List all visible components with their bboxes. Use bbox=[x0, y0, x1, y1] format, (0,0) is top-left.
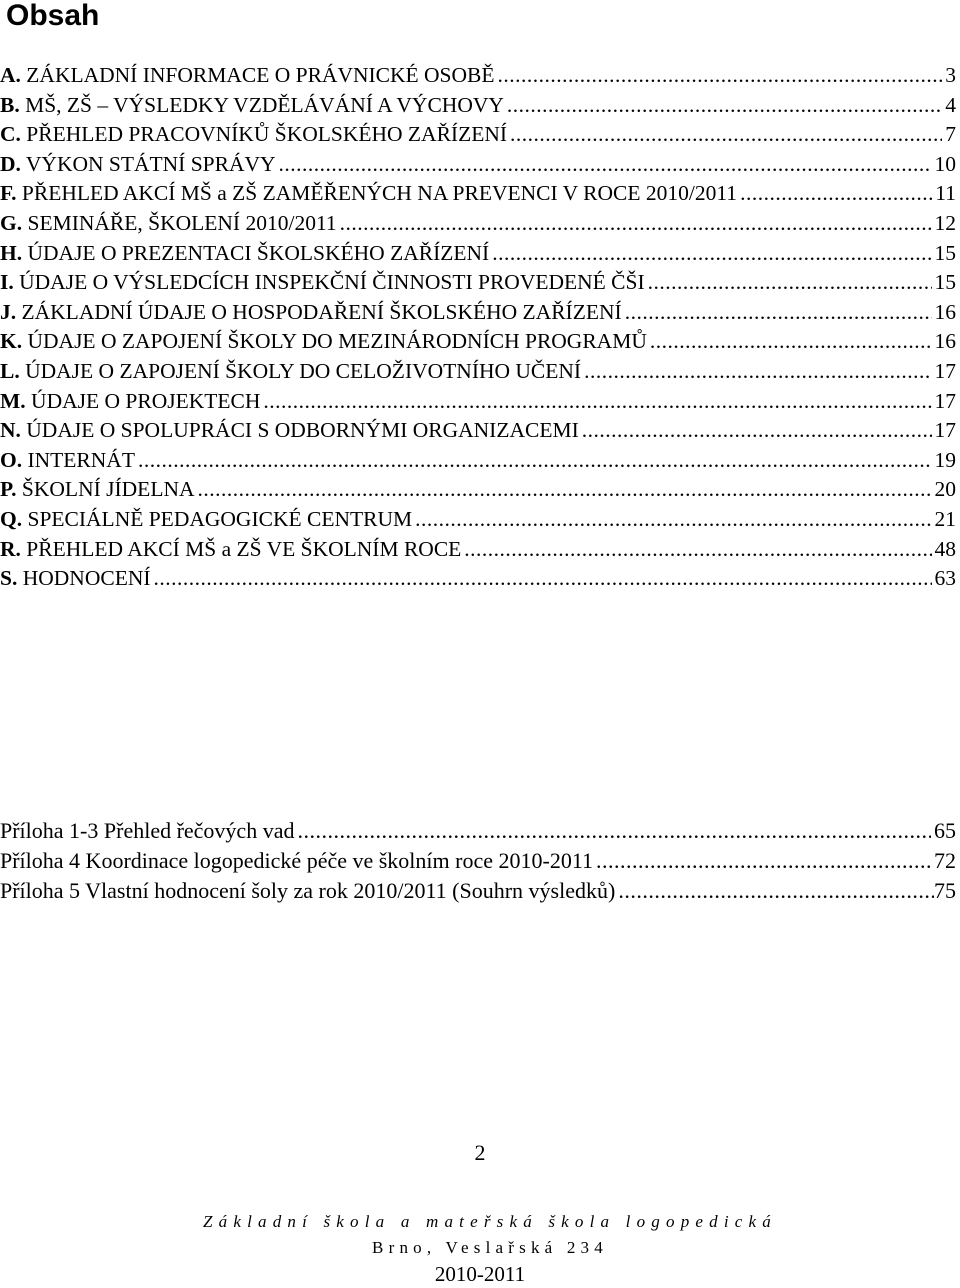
toc-entry-j[interactable] bbox=[0, 298, 956, 328]
toc-entry-title: ÚDAJE O PREZENTACI ŠKOLSKÉHO ZAŘÍZENÍ bbox=[22, 240, 490, 265]
toc-entry-title: ÚDAJE O SPOLUPRÁCI S ODBORNÝMI ORGANIZACEMI bbox=[20, 418, 579, 443]
appendix-list bbox=[0, 816, 956, 906]
toc-entry-letter: F. bbox=[0, 181, 17, 206]
dot-leader bbox=[625, 298, 932, 328]
appendix-title: Příloha 5 Vlastní hodnocení šoly za rok 2010/2011 (Souhrn výsledků) bbox=[0, 878, 616, 903]
footer-address: Brno, Veslařská 234 bbox=[372, 1238, 608, 1257]
dot-leader bbox=[138, 446, 932, 476]
toc-entry-letter: I. bbox=[0, 270, 14, 295]
toc-entry-letter: O. bbox=[0, 447, 23, 472]
toc-entry-page: 21 bbox=[934, 506, 956, 531]
dot-leader bbox=[648, 268, 932, 298]
dot-leader bbox=[507, 91, 942, 121]
dot-leader bbox=[340, 209, 932, 239]
toc-entry-letter: S. bbox=[0, 566, 18, 591]
dot-leader bbox=[154, 564, 932, 594]
appendix-entry-3[interactable] bbox=[0, 876, 956, 906]
toc-entry-page: 16 bbox=[934, 329, 956, 354]
toc-entry-page: 15 bbox=[934, 270, 956, 295]
toc-entry-letter: L. bbox=[0, 358, 20, 383]
dot-leader bbox=[582, 416, 932, 446]
table-of-contents bbox=[0, 61, 956, 594]
toc-entry-letter: N. bbox=[0, 418, 21, 443]
toc-entry-q[interactable] bbox=[0, 505, 956, 535]
dot-leader bbox=[650, 327, 932, 357]
toc-entry-letter: R. bbox=[0, 536, 21, 561]
toc-entry-b[interactable] bbox=[0, 91, 956, 121]
toc-entry-d[interactable] bbox=[0, 150, 956, 180]
page-number: 2 bbox=[474, 1140, 486, 1165]
toc-entry-o[interactable] bbox=[0, 446, 956, 476]
appendix-page: 72 bbox=[934, 848, 956, 873]
toc-entry-title: ÚDAJE O PROJEKTECH bbox=[25, 388, 261, 413]
toc-entry-title: HODNOCENÍ bbox=[17, 566, 151, 591]
toc-entry-letter: M. bbox=[0, 388, 26, 413]
toc-entry-page: 3 bbox=[945, 63, 956, 87]
dot-leader bbox=[492, 239, 931, 269]
toc-entry-page: 19 bbox=[934, 447, 956, 472]
dot-leader bbox=[297, 816, 931, 846]
toc-entry-letter: A. bbox=[0, 63, 21, 87]
toc-entry-letter: G. bbox=[0, 210, 23, 235]
toc-entry-k[interactable] bbox=[0, 327, 956, 357]
toc-entry-letter: H. bbox=[0, 240, 23, 265]
toc-entry-letter: J. bbox=[0, 299, 17, 324]
toc-entry-page: 17 bbox=[934, 388, 956, 413]
toc-entry-page: 17 bbox=[934, 418, 956, 443]
toc-entry-title: ÚDAJE O ZAPOJENÍ ŠKOLY DO CELOŽIVOTNÍHO UČENÍ bbox=[19, 358, 582, 383]
toc-entry-title: INTERNÁT bbox=[22, 447, 135, 472]
toc-entry-l[interactable] bbox=[0, 357, 956, 387]
dot-leader bbox=[415, 505, 931, 535]
toc-entry-page: 7 bbox=[945, 122, 956, 147]
dot-leader bbox=[740, 179, 932, 209]
toc-entry-i[interactable] bbox=[0, 268, 956, 298]
toc-entry-title: PŘEHLED PRACOVNÍKŮ ŠKOLSKÉHO ZAŘÍZENÍ bbox=[20, 122, 508, 147]
toc-entry-letter: K. bbox=[0, 329, 23, 354]
toc-entry-r[interactable] bbox=[0, 535, 956, 565]
toc-entry-page: 48 bbox=[934, 536, 956, 561]
dot-leader bbox=[279, 150, 932, 180]
footer-school-name: Základní škola a mateřská škola logopedická bbox=[203, 1212, 777, 1231]
toc-entry-page: 4 bbox=[945, 92, 956, 117]
toc-entry-letter: C. bbox=[0, 122, 21, 147]
toc-entry-page: 16 bbox=[934, 299, 956, 324]
toc-entry-title: ÚDAJE O ZAPOJENÍ ŠKOLY DO MEZINÁRODNÍCH PROGRAMŮ bbox=[22, 329, 647, 354]
appendix-entry-2[interactable] bbox=[0, 846, 956, 876]
dot-leader bbox=[510, 120, 942, 150]
toc-entry-title: PŘEHLED AKCÍ MŠ a ZŠ ZAMĚŘENÝCH NA PREVENCI V ROCE 2010/2011 bbox=[16, 181, 738, 206]
toc-entry-h[interactable] bbox=[0, 239, 956, 269]
toc-entry-page: 10 bbox=[934, 151, 956, 176]
toc-entry-page: 12 bbox=[934, 210, 956, 235]
toc-entry-title: MŠ, ZŠ – VÝSLEDKY VZDĚLÁVÁNÍ A VÝCHOVY bbox=[19, 92, 504, 117]
page-title: Obsah bbox=[6, 0, 100, 32]
toc-entry-title: ŠKOLNÍ JÍDELNA bbox=[16, 477, 195, 502]
dot-leader bbox=[198, 475, 932, 505]
toc-entry-f[interactable] bbox=[0, 179, 956, 209]
toc-entry-a[interactable] bbox=[0, 61, 956, 91]
toc-entry-title: ZÁKLADNÍ INFORMACE O PRÁVNICKÉ OSOBĚ bbox=[20, 63, 495, 87]
dot-leader bbox=[464, 535, 931, 565]
appendix-title: Příloha 4 Koordinace logopedické péče ve školním roce 2010-2011 bbox=[0, 848, 594, 873]
toc-entry-page: 15 bbox=[934, 240, 956, 265]
toc-entry-title: SEMINÁŘE, ŠKOLENÍ 2010/2011 bbox=[22, 210, 337, 235]
toc-entry-c[interactable] bbox=[0, 120, 956, 150]
toc-entry-m[interactable] bbox=[0, 387, 956, 417]
toc-entry-p[interactable] bbox=[0, 475, 956, 505]
toc-entry-page: 11 bbox=[935, 181, 956, 206]
toc-entry-page: 17 bbox=[934, 358, 956, 383]
toc-entry-g[interactable] bbox=[0, 209, 956, 239]
dot-leader bbox=[618, 876, 934, 906]
footer-year: 2010-2011 bbox=[434, 1262, 526, 1286]
toc-entry-letter: B. bbox=[0, 92, 20, 117]
toc-entry-letter: P. bbox=[0, 477, 17, 502]
toc-entry-title: ZÁKLADNÍ ÚDAJE O HOSPODAŘENÍ ŠKOLSKÉHO ZAŘÍZENÍ bbox=[16, 299, 622, 324]
dot-leader bbox=[584, 357, 931, 387]
toc-entry-title: SPECIÁLNĚ PEDAGOGICKÉ CENTRUM bbox=[22, 506, 413, 531]
dot-leader bbox=[498, 61, 943, 91]
dot-leader bbox=[263, 387, 931, 417]
toc-entry-title: VÝKON STÁTNÍ SPRÁVY bbox=[20, 151, 276, 176]
toc-entry-page: 20 bbox=[934, 477, 956, 502]
toc-entry-title: PŘEHLED AKCÍ MŠ a ZŠ VE ŠKOLNÍM ROCE bbox=[20, 536, 462, 561]
toc-entry-letter: D. bbox=[0, 151, 21, 176]
toc-entry-n[interactable] bbox=[0, 416, 956, 446]
appendix-page: 65 bbox=[934, 818, 956, 843]
dot-leader bbox=[596, 846, 931, 876]
appendix-page: 75 bbox=[934, 878, 956, 903]
appendix-entry-1[interactable] bbox=[0, 816, 956, 846]
appendix-title: Příloha 1-3 Přehled řečových vad bbox=[0, 818, 295, 843]
toc-entry-title: ÚDAJE O VÝSLEDCÍCH INSPEKČNÍ ČINNOSTI PROVEDENÉ ČŠI bbox=[13, 270, 645, 295]
toc-entry-letter: Q. bbox=[0, 506, 23, 531]
toc-entry-s[interactable] bbox=[0, 564, 956, 594]
toc-entry-page: 63 bbox=[934, 566, 956, 591]
